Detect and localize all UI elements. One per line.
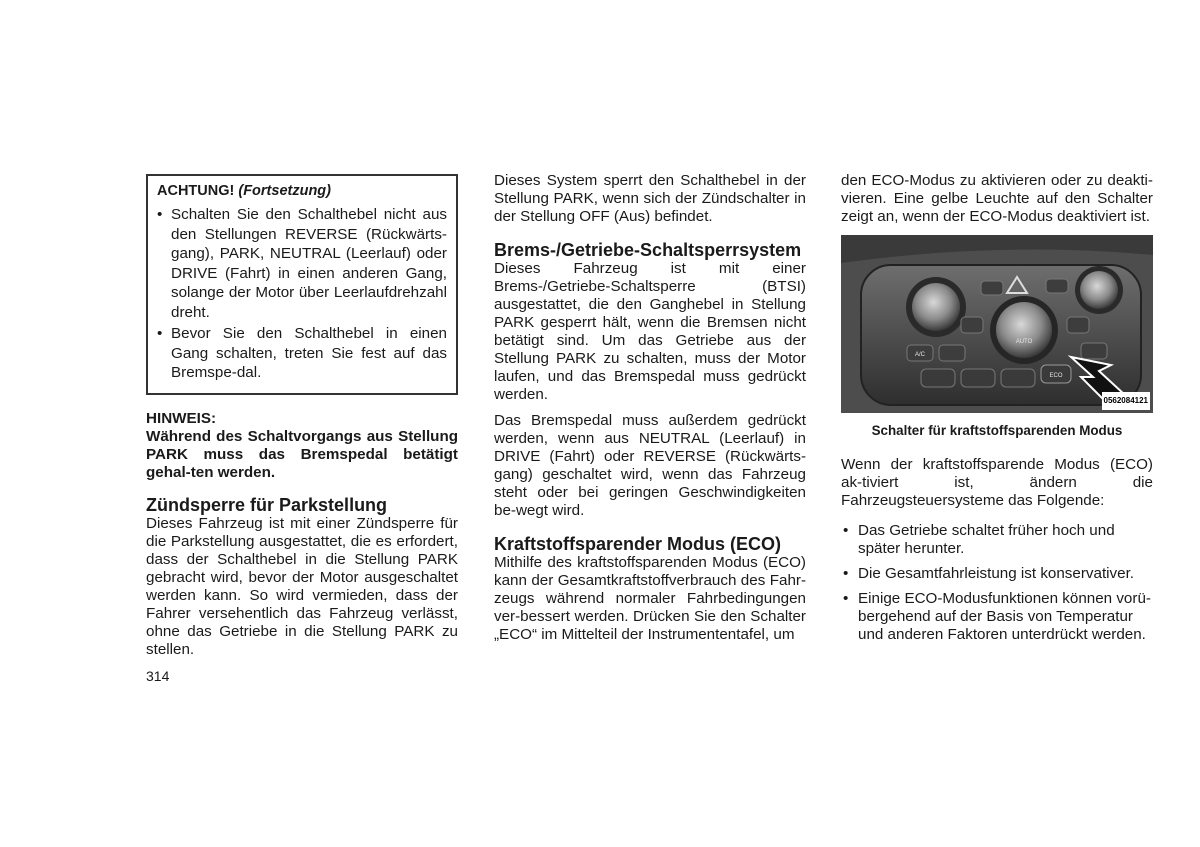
column-left [146, 172, 458, 685]
ac-button-label: A/C [914, 352, 926, 358]
section-heading-eco: Kraftstoffsparender Modus (ECO) [494, 534, 782, 554]
eco-effects-list [841, 522, 1153, 644]
paragraph-system-intro: Dieses System sperrt den Schalthebel in der Stellung PARK, wenn sich der Zündschalter in der Stellung OFF (Aus) befindet. [494, 172, 806, 225]
warning-box [146, 174, 458, 395]
page-number: 314 [146, 667, 170, 684]
section-body-eco: Mithilfe des kraftstoffsparenden Modus (ECO) kann der Gesamtkraftstoffverbrauch des Fahr-zeugs während normaler Fahrbedingungen ver-bessert werden. Drücken Sie den Schalter „ECO“ im Mittelteil der Instrumententafel, um [494, 554, 806, 643]
figure-caption: Schalter für kraftstoffsparenden Modus [871, 423, 1123, 438]
list-item: • Einige ECO-Modusfunktionen können vorü-bergehend auf der Basis von Temperatur und anderen Faktoren unterdrückt werden. [841, 590, 1153, 644]
note-text: Während des Schaltvorgangs aus Stellung PARK muss das Bremspedal betätigt gehal-ten werden. [146, 427, 458, 481]
section-heading-brems: Brems-/Getriebe-Schaltsperrsystem [494, 240, 802, 260]
auto-button-label: AUTO [1015, 339, 1033, 345]
paragraph-eco-continued: den ECO-Modus zu aktivieren oder zu deakti-vieren. Eine gelbe Leuchte auf den Schalter zeigt an, wenn der ECO-Modus deaktiviert ist. [841, 172, 1153, 225]
section-body-brems-1: Dieses Fahrzeug ist mit einer Brems-/Getriebe-Schaltsperre (BTSI) ausgestattet, die den Ganghebel in Stellung PARK gesperrt hält, wenn die Bremsen nicht betätigt sind. Um das Getriebe aus der Stellung PARK zu schalten, muss der Motor laufen, und das Bremspedal muss gedrückt werden. [494, 260, 806, 403]
list-item: • Die Gesamtfahrleistung ist konservativer. [841, 565, 1153, 583]
warning-title-label: ACHTUNG! [157, 183, 235, 199]
eco-button-label: ECO [1049, 373, 1063, 379]
warning-item: • Schalten Sie den Schalthebel nicht aus den Stellungen REVERSE (Rückwärts-gang), PARK, NEUTRAL (Leerlauf) oder DRIVE (Fahrt) in einen anderen Gang, solange der Motor über Leerlaufdrehzahl dreht. [157, 205, 447, 322]
section-body-brems-2: Das Bremspedal muss außerdem gedrückt werden, wenn aus NEUTRAL (Leerlauf) in DRIVE (Fahrt) oder REVERSE (Rückwärts-gang) geschaltet wird, wenn das Fahrzeug steht oder bei geringen Geschwindigkeiten be-wegt wird. [494, 412, 806, 519]
list-item: • Das Getriebe schaltet früher hoch und später herunter. [841, 522, 1153, 558]
note-label: HINWEIS: [146, 409, 217, 427]
paragraph-eco-effects-intro: Wenn der kraftstoffsparende Modus (ECO) ak-tiviert ist, ändern die Fahrzeugsteuersysteme das Folgende: [841, 456, 1153, 509]
column-right [841, 172, 1153, 651]
section-heading-zuendsperre: Zündsperre für Parkstellung [146, 494, 388, 515]
eco-switch-photo [841, 235, 1153, 413]
warning-title-suffix: (Fortsetzung) [238, 183, 331, 199]
warning-list [157, 205, 447, 383]
image-code: 0562084121 [1102, 392, 1151, 410]
warning-item: • Bevor Sie den Schalthebel in einen Gang schalten, treten Sie fest auf das Bremspe-dal. [157, 324, 447, 383]
section-body-zuendsperre: Dieses Fahrzeug ist mit einer Zündsperre für die Parkstellung ausgestattet, die es erfordert, dass der Schalthebel in die Stellung PARK gebracht wird, bevor der Motor ausgeschaltet werden kann. So wird vermieden, dass der Fahrer versehentlich das Fahrzeug verlässt, ohne das Getriebe in die Stellung PARK zu stellen. [146, 514, 458, 658]
warning-title [157, 182, 447, 200]
climate-control-panel-illustration [841, 235, 1153, 413]
column-middle [494, 172, 806, 644]
